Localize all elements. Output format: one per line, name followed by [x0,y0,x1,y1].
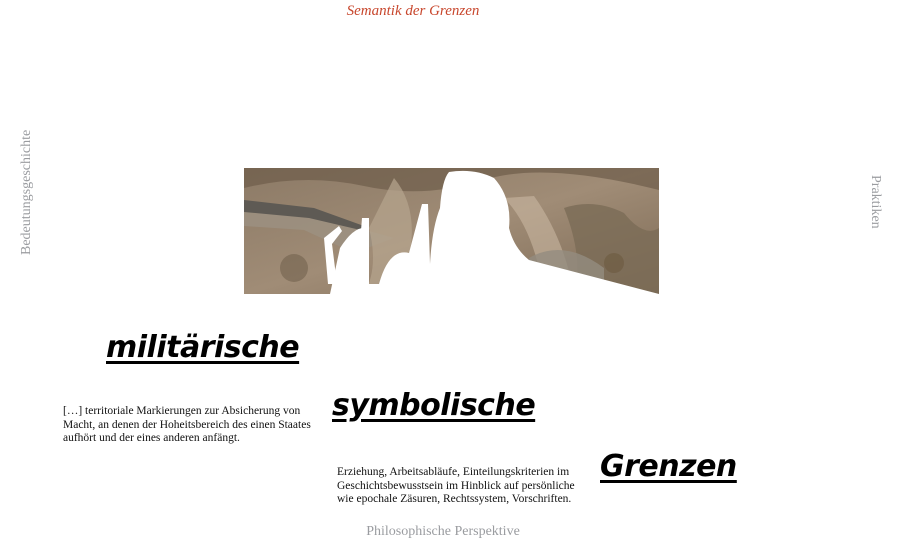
term-grenzen[interactable]: Grenzen [600,449,737,484]
term-militaerische[interactable]: militärische [106,330,300,365]
nav-philosophische-perspektive[interactable]: Philosophische Perspektive [366,524,520,539]
nav-praktiken[interactable]: Praktiken [868,175,883,229]
border-landscape-photo [244,168,659,294]
page-title-link[interactable]: Semantik der Grenzen [346,3,480,19]
term-symbolische[interactable]: symbolische [332,388,536,423]
border-landscape-image [244,168,659,294]
nav-bedeutungsgeschichte[interactable]: Bedeutungsgeschichte [19,129,34,255]
description-symbolic: Erziehung, Arbeitsabläufe, Einteilungskriterien im Geschichtsbewusstsein im Hinblick auf persönliche wie epochale Zäsuren, Rechtssystem, Vorschriften. [337,466,575,505]
description-military: […] territoriale Markierungen zur Absicherung von Macht, an denen der Hoheitsbereich des einen Staates aufhört und der eines anderen anfängt. [63,405,311,444]
